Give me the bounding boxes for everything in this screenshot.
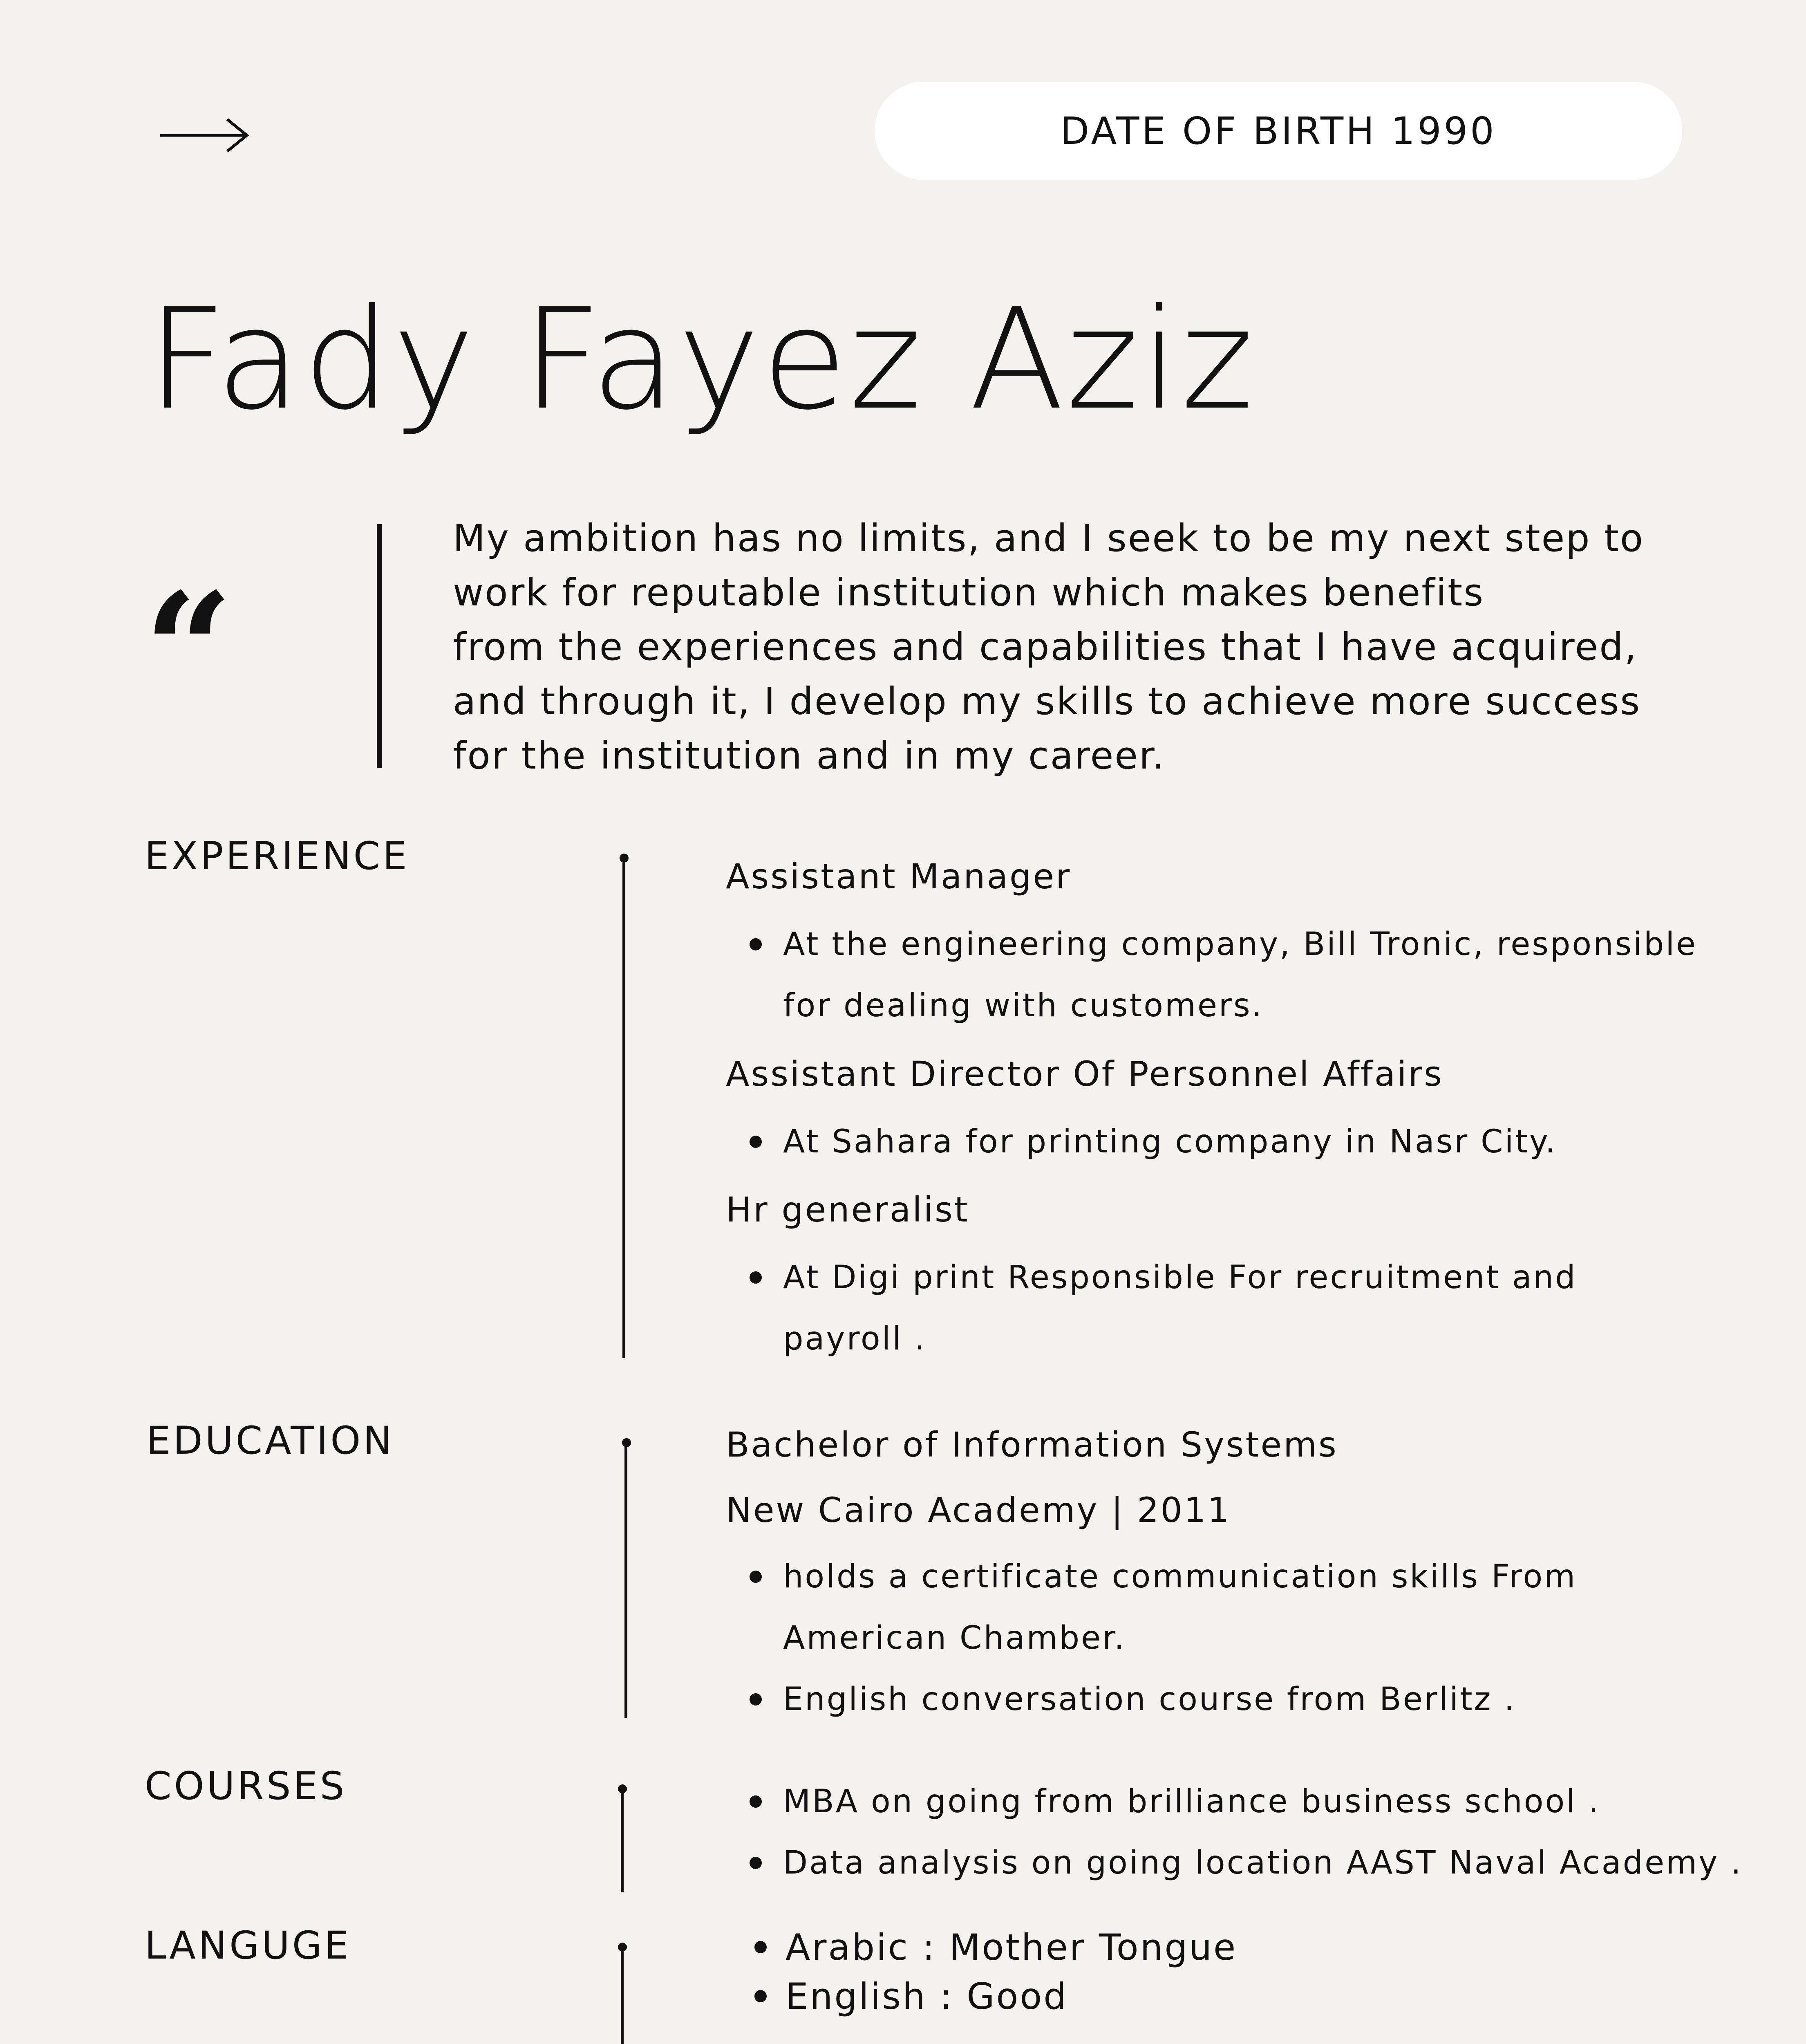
experience-timeline-line	[622, 858, 625, 1358]
candidate-name: Fady Fayez Aziz	[147, 279, 1255, 441]
experience-bullet	[783, 1259, 1577, 1296]
bullet-dot	[750, 1795, 762, 1808]
bullet-dot	[750, 1271, 762, 1284]
experience-heading: EXPERIENCE	[145, 834, 410, 879]
quote-icon: “	[144, 558, 233, 741]
language-item	[786, 1975, 1068, 2017]
experience-bullet	[783, 926, 1697, 963]
summary-line: for the institution and in my career.	[453, 734, 1166, 778]
quote-divider	[377, 524, 382, 768]
experience-bullet	[783, 1123, 1557, 1160]
course-item-text: Data analysis on going location AAST Naval Academy .	[783, 1845, 1743, 1881]
date-of-birth-text: DATE OF BIRTH 1990	[1060, 109, 1497, 153]
education-bullet-continued: American Chamber.	[783, 1620, 1126, 1656]
education-bullet-text: holds a certificate communication skills From	[783, 1558, 1577, 1595]
course-item-text: MBA on going from brilliance business school .	[783, 1783, 1600, 1820]
experience-bullet-continued: for dealing with customers.	[783, 987, 1264, 1024]
experience-bullet-text: At Digi print Responsible For recruitment and	[783, 1259, 1577, 1296]
bullet-dot	[750, 1693, 762, 1706]
education-timeline-line	[624, 1443, 627, 1718]
education-bullet	[783, 1558, 1577, 1595]
summary-line: My ambition has no limits, and I seek to be my next step to	[453, 516, 1645, 560]
languages-heading: LANGUGE	[145, 1923, 351, 1968]
course-item	[783, 1783, 1600, 1820]
courses-timeline-line	[621, 1789, 624, 1892]
education-heading: EDUCATION	[146, 1419, 394, 1463]
summary-line: and through it, I develop my skills to achieve more success	[453, 679, 1641, 723]
languages-timeline-line	[621, 1948, 624, 2044]
language-item	[786, 1926, 1237, 1968]
courses-heading: COURSES	[145, 1764, 347, 1809]
experience-title: Assistant Manager	[726, 856, 1072, 896]
course-item	[783, 1845, 1743, 1881]
language-item-text: Arabic : Mother Tongue	[786, 1926, 1238, 1968]
summary-line: work for reputable institution which makes benefits	[453, 571, 1485, 614]
experience-title: Assistant Director Of Personnel Affairs	[726, 1054, 1443, 1094]
language-item-text: English : Good	[786, 1975, 1068, 2017]
arrow-right-icon	[159, 117, 251, 154]
bullet-dot	[754, 1990, 767, 2002]
education-degree: Bachelor of Information Systems	[726, 1425, 1338, 1465]
bullet-dot	[750, 1857, 762, 1869]
education-bullet-text: English conversation course from Berlitz .	[783, 1681, 1516, 1718]
bullet-dot	[750, 1571, 762, 1583]
bullet-dot	[750, 1136, 762, 1148]
bullet-dot	[754, 1941, 767, 1953]
date-of-birth-badge	[875, 82, 1682, 180]
experience-bullet-text: At the engineering company, Bill Tronic, responsible	[783, 926, 1698, 963]
experience-title: Hr generalist	[726, 1190, 969, 1230]
bullet-dot	[750, 938, 762, 950]
summary-line: from the experiences and capabilities that I have acquired,	[453, 625, 1638, 669]
summary-text	[453, 511, 1761, 783]
experience-bullet-text: At Sahara for printing company in Nasr City.	[783, 1123, 1557, 1160]
education-school: New Cairo Academy | 2011	[726, 1490, 1231, 1530]
experience-bullet-continued: payroll .	[783, 1320, 926, 1357]
education-bullet	[783, 1681, 1516, 1718]
